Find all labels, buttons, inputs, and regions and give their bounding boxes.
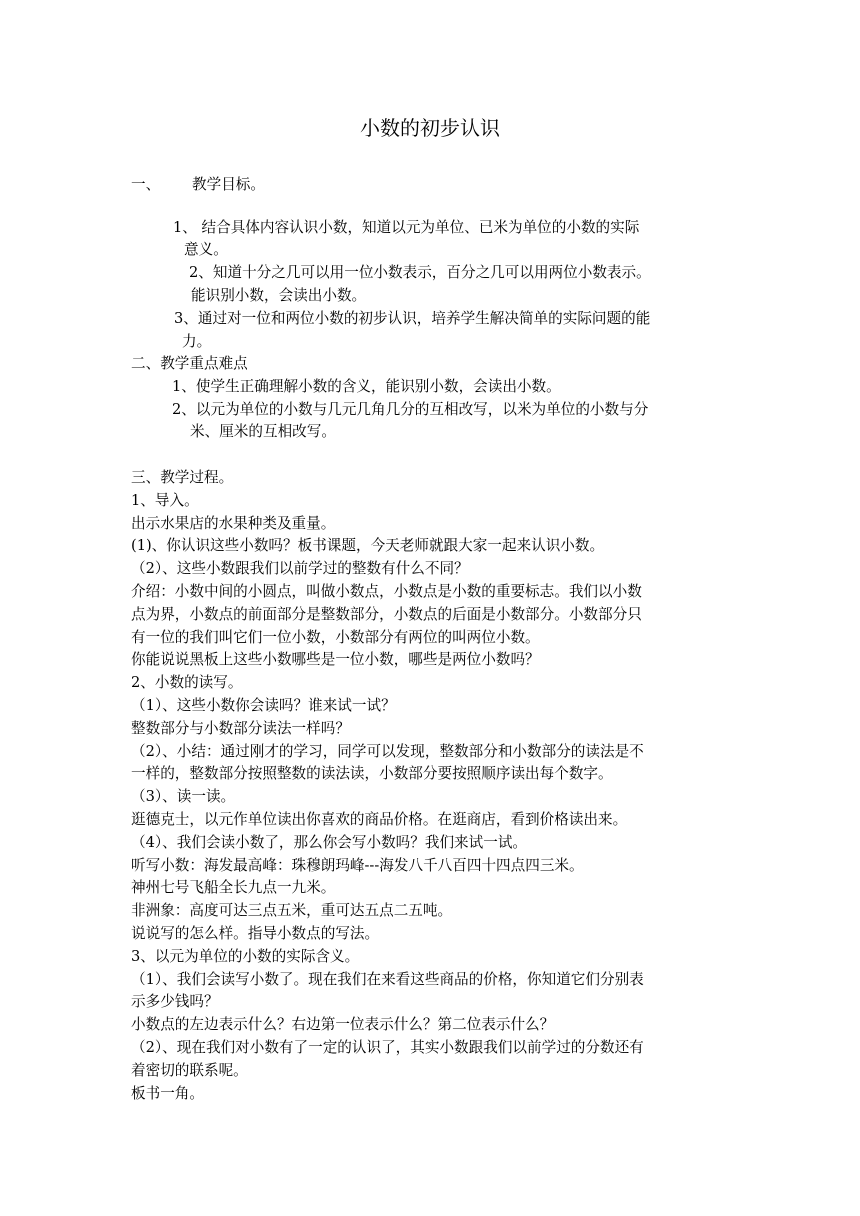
paragraph-line: 一样的，整数部分按照整数的读法读，小数部分要按照顺序读出每个数字。 (131, 765, 613, 782)
paragraph-line: （2）、现在我们对小数有了一定的认识了，其实小数跟我们以前学过的分数还有 (131, 1039, 644, 1056)
paragraph-line: 神州七号飞船全长九点一九米。 (131, 879, 336, 896)
paragraph-line: 米、厘米的互相改写。 (190, 423, 336, 440)
paragraph-line: 你能说说黑板上这些小数哪些是一位小数，哪些是两位小数吗？ (131, 651, 540, 668)
paragraph-line: 有一位的我们叫它们一位小数，小数部分有两位的叫两位小数。 (131, 629, 540, 646)
paragraph-line: 3、通过对一位和两位小数的初步认识，培养学生解决简单的实际问题的能 (174, 310, 651, 327)
section-1-number: 一、 (131, 176, 161, 193)
paragraph-line: 示多少钱吗？ (131, 993, 219, 1010)
paragraph-line: (1)、你认识这些小数吗？板书课题，今天老师就跟大家一起来认识小数。 (131, 537, 605, 554)
paragraph-line: 1、导入。 (131, 492, 199, 509)
paragraph-line: 板书一角。 (131, 1085, 204, 1102)
paragraph-line: 2、以元为单位的小数与几元几角几分的互相改写，以米为单位的小数与分 (172, 401, 649, 418)
paragraph-line: 力。 (182, 333, 212, 350)
paragraph-line: 介绍：小数中间的小圆点，叫做小数点，小数点是小数的重要标志。我们以小数 (131, 583, 642, 600)
paragraph-line: 2、知道十分之几可以用一位小数表示，百分之几可以用两位小数表示。 (189, 264, 651, 281)
paragraph-line: 点为界，小数点的前面部分是整数部分，小数点的后面是小数部分。小数部分只 (131, 606, 642, 623)
paragraph-line: 3、以元为单位的小数的实际含义。 (131, 948, 360, 965)
paragraph-line: （3）、读一读。 (131, 788, 236, 805)
paragraph-line: 非洲象：高度可达三点五米，重可达五点二五吨。 (131, 902, 453, 919)
section-1-title: 教学目标。 (192, 176, 265, 193)
paragraph-line: 听写小数：海发最高峰：珠穆朗玛峰---海发八千八百四十四点四三米。 (131, 857, 584, 874)
paragraph-line: 说说写的怎么样。指导小数点的写法。 (131, 925, 380, 942)
paragraph-line: 意义。 (184, 241, 228, 258)
paragraph-line: 1、使学生正确理解小数的含义，能识别小数，会读出小数。 (172, 378, 561, 395)
paragraph-line: （2）、这些小数跟我们以前学过的整数有什么不同？ (131, 560, 469, 577)
document-title: 小数的初步认识 (360, 116, 500, 140)
paragraph-line: 能识别小数，会读出小数。 (191, 287, 367, 304)
paragraph-line: （4）、我们会读小数了，那么你会写小数吗？我们来试一试。 (131, 834, 528, 851)
paragraph-line: （1）、这些小数你会读吗？谁来试一试？ (131, 697, 396, 714)
paragraph-line: 1、 结合具体内容认识小数，知道以元为单位、已米为单位的小数的实际 (173, 219, 640, 236)
paragraph-line: 2、小数的读写。 (131, 674, 243, 691)
section-3-heading: 三、教学过程。 (131, 469, 234, 486)
paragraph-line: 着密切的联系呢。 (131, 1062, 248, 1079)
paragraph-line: 整数部分与小数部分读法一样吗？ (131, 720, 350, 737)
paragraph-line: 出示水果店的水果种类及重量。 (131, 515, 336, 532)
paragraph-line: 小数点的左边表示什么？右边第一位表示什么？第二位表示什么？ (131, 1016, 555, 1033)
paragraph-line: 逛德克士，以元作单位读出你喜欢的商品价格。在逛商店，看到价格读出来。 (131, 811, 628, 828)
paragraph-line: （2）、小结：通过刚才的学习，同学可以发现，整数部分和小数部分的读法是不 (131, 743, 644, 760)
section-2-heading: 二、教学重点难点 (131, 355, 248, 372)
paragraph-line: （1）、我们会读写小数了。现在我们在来看这些商品的价格，你知道它们分别表 (131, 971, 644, 988)
